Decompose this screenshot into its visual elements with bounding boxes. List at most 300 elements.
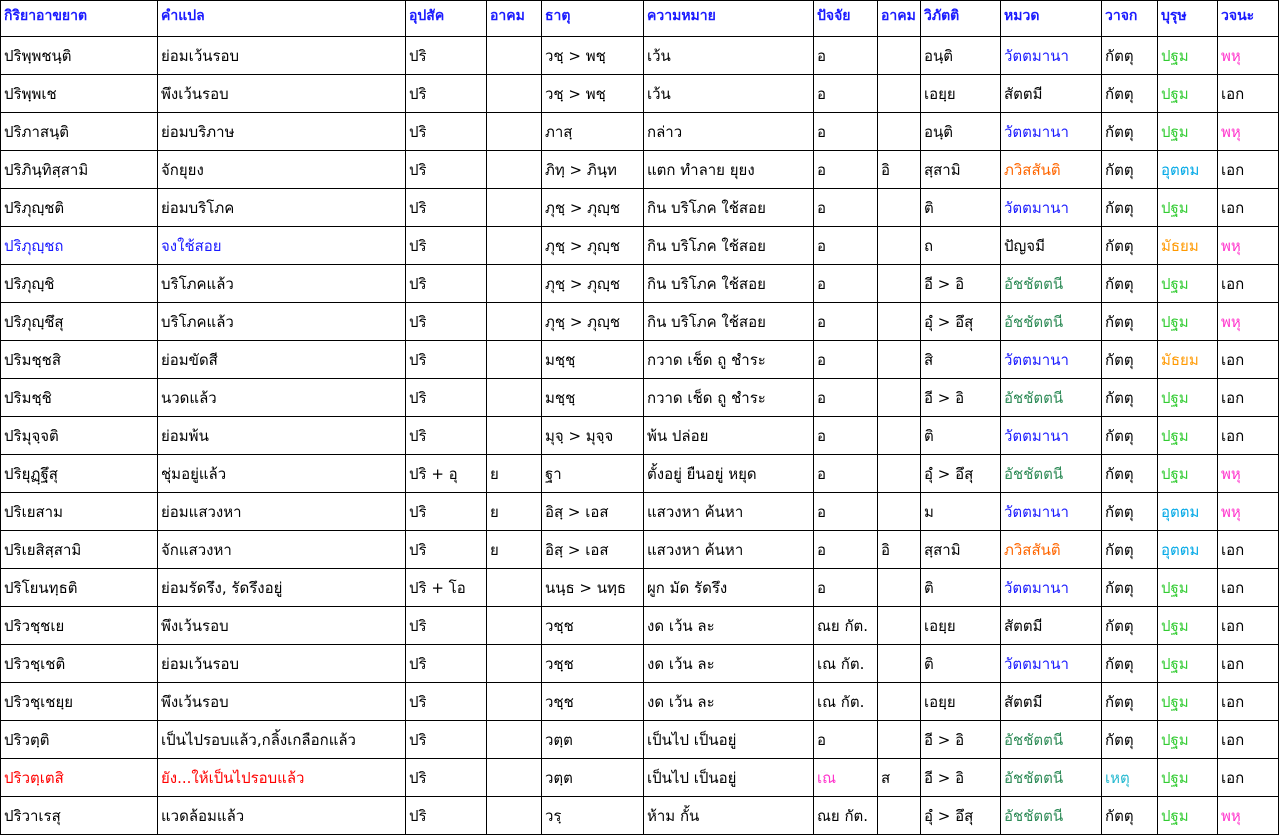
table-row <box>1 113 1279 151</box>
col-header-root: ธาตุ <box>542 1 644 37</box>
root-cell: วชฺช <box>542 645 644 683</box>
augment-2-cell <box>878 113 921 151</box>
translation-cell: นวดแล้ว <box>158 379 406 417</box>
suffix-cell: อ <box>814 569 878 607</box>
number-cell: พหุ <box>1218 37 1279 75</box>
table-row <box>1 303 1279 341</box>
root-cell: นนฺธ > นทฺธ <box>542 569 644 607</box>
tense-cell: อัชชัตตนี <box>1001 379 1102 417</box>
meaning-cell: เป็นไป เป็นอยู่ <box>644 759 814 797</box>
number-cell: เอก <box>1218 683 1279 721</box>
tense-cell: อัชชัตตนี <box>1001 265 1102 303</box>
root-cell: วตฺต <box>542 759 644 797</box>
voice-cell: กัตตุ <box>1102 797 1158 835</box>
translation-cell: ย่อมเว้นรอบ <box>158 645 406 683</box>
number-cell: เอก <box>1218 759 1279 797</box>
ending-cell: ติ <box>921 417 1001 455</box>
translation-cell: เป็นไปรอบแล้ว,กลิ้งเกลือกแล้ว <box>158 721 406 759</box>
voice-cell: กัตตุ <box>1102 227 1158 265</box>
voice-cell: กัตตุ <box>1102 303 1158 341</box>
voice-cell: กัตตุ <box>1102 341 1158 379</box>
number-cell: เอก <box>1218 569 1279 607</box>
translation-cell: ย่อมพ้น <box>158 417 406 455</box>
suffix-cell: อ <box>814 341 878 379</box>
col-header-augment-2: อาคม <box>878 1 921 37</box>
suffix-cell: ณย กัต. <box>814 607 878 645</box>
meaning-cell: แสวงหา ค้นหา <box>644 493 814 531</box>
table-body <box>1 37 1279 835</box>
number-cell: พหุ <box>1218 493 1279 531</box>
number-cell: เอก <box>1218 265 1279 303</box>
table-row <box>1 265 1279 303</box>
translation-cell: ย่อมบริภาษ <box>158 113 406 151</box>
root-cell: ภาสฺ <box>542 113 644 151</box>
prefix-cell: ปริ <box>406 75 487 113</box>
voice-cell: กัตตุ <box>1102 75 1158 113</box>
meaning-cell: ผูก มัด รัดรึง <box>644 569 814 607</box>
augment-cell <box>487 379 542 417</box>
person-cell: ปฐม <box>1158 759 1218 797</box>
tense-cell: อัชชัตตนี <box>1001 721 1102 759</box>
meaning-cell: กิน บริโภค ใช้สอย <box>644 189 814 227</box>
translation-cell: จักแสวงหา <box>158 531 406 569</box>
suffix-cell: เณ กัต. <box>814 645 878 683</box>
person-cell: ปฐม <box>1158 683 1218 721</box>
ending-cell: อนฺติ <box>921 113 1001 151</box>
verb-cell: ปริมุจฺจติ <box>1 417 158 455</box>
number-cell: เอก <box>1218 607 1279 645</box>
person-cell: ปฐม <box>1158 569 1218 607</box>
number-cell: เอก <box>1218 721 1279 759</box>
translation-cell: แวดล้อมแล้ว <box>158 797 406 835</box>
prefix-cell: ปริ <box>406 113 487 151</box>
meaning-cell: เป็นไป เป็นอยู่ <box>644 721 814 759</box>
prefix-cell: ปริ <box>406 493 487 531</box>
augment-2-cell: ส <box>878 759 921 797</box>
ending-cell: เอยฺย <box>921 607 1001 645</box>
voice-cell: กัตตุ <box>1102 493 1158 531</box>
ending-cell: ม <box>921 493 1001 531</box>
tense-cell: วัตตมานา <box>1001 37 1102 75</box>
person-cell: ปฐม <box>1158 721 1218 759</box>
suffix-cell: อ <box>814 75 878 113</box>
augment-2-cell <box>878 683 921 721</box>
suffix-cell: อ <box>814 531 878 569</box>
suffix-cell: อ <box>814 265 878 303</box>
ending-cell: ติ <box>921 569 1001 607</box>
augment-2-cell <box>878 569 921 607</box>
tense-cell: วัตตมานา <box>1001 645 1102 683</box>
translation-cell: ย่อมบริโภค <box>158 189 406 227</box>
translation-cell: ย่อมแสวงหา <box>158 493 406 531</box>
translation-cell: จักยุยง <box>158 151 406 189</box>
verb-cell: ปริพฺพเช <box>1 75 158 113</box>
prefix-cell: ปริ <box>406 417 487 455</box>
person-cell: ปฐม <box>1158 379 1218 417</box>
table-row <box>1 341 1279 379</box>
person-cell: ปฐม <box>1158 417 1218 455</box>
translation-cell: ย่อมเว้นรอบ <box>158 37 406 75</box>
augment-cell <box>487 645 542 683</box>
table-row <box>1 37 1279 75</box>
augment-cell: ย <box>487 531 542 569</box>
augment-2-cell <box>878 189 921 227</box>
meaning-cell: เว้น <box>644 75 814 113</box>
ending-cell: เอยฺย <box>921 683 1001 721</box>
verb-cell: ปริมชฺชสิ <box>1 341 158 379</box>
voice-cell: กัตตุ <box>1102 189 1158 227</box>
voice-cell: กัตตุ <box>1102 607 1158 645</box>
person-cell: ปฐม <box>1158 189 1218 227</box>
meaning-cell: แสวงหา ค้นหา <box>644 531 814 569</box>
table-row <box>1 455 1279 493</box>
ending-cell: สฺสามิ <box>921 151 1001 189</box>
meaning-cell: งด เว้น ละ <box>644 607 814 645</box>
root-cell: ภุชฺ > ภุญฺช <box>542 227 644 265</box>
person-cell: ปฐม <box>1158 455 1218 493</box>
translation-cell: ชุ่มอยู่แล้ว <box>158 455 406 493</box>
col-header-verb: กิริยาอาขยาต <box>1 1 158 37</box>
tense-cell: สัตตมี <box>1001 683 1102 721</box>
ending-cell: อนฺติ <box>921 37 1001 75</box>
tense-cell: วัตตมานา <box>1001 189 1102 227</box>
translation-cell: บริโภคแล้ว <box>158 303 406 341</box>
table-row <box>1 493 1279 531</box>
tense-cell: วัตตมานา <box>1001 569 1102 607</box>
prefix-cell: ปริ <box>406 379 487 417</box>
suffix-cell: อ <box>814 721 878 759</box>
col-header-number: วจนะ <box>1218 1 1279 37</box>
number-cell: เอก <box>1218 417 1279 455</box>
col-header-translation: คำแปล <box>158 1 406 37</box>
translation-cell: พึงเว้นรอบ <box>158 683 406 721</box>
voice-cell: กัตตุ <box>1102 37 1158 75</box>
augment-2-cell <box>878 417 921 455</box>
ending-cell: เอยฺย <box>921 75 1001 113</box>
col-header-prefix: อุปสัค <box>406 1 487 37</box>
augment-cell <box>487 341 542 379</box>
verb-cell: ปริภุญฺชติ <box>1 189 158 227</box>
augment-2-cell: อิ <box>878 531 921 569</box>
verb-cell: ปริวชฺเชยฺย <box>1 683 158 721</box>
augment-cell: ย <box>487 455 542 493</box>
person-cell: อุตตม <box>1158 493 1218 531</box>
person-cell: อุตตม <box>1158 151 1218 189</box>
suffix-cell: อ <box>814 37 878 75</box>
verb-cell: ปริมชฺชิ <box>1 379 158 417</box>
person-cell: ปฐม <box>1158 607 1218 645</box>
prefix-cell: ปริ + โอ <box>406 569 487 607</box>
prefix-cell: ปริ <box>406 797 487 835</box>
prefix-cell: ปริ <box>406 265 487 303</box>
verb-cell: ปริภาสนฺติ <box>1 113 158 151</box>
ending-cell: อี > อิ <box>921 265 1001 303</box>
tense-cell: ภวิสสันติ <box>1001 531 1102 569</box>
verb-cell: ปริภุญฺชถ <box>1 227 158 265</box>
root-cell: วชฺ > พชฺ <box>542 75 644 113</box>
meaning-cell: พ้น ปล่อย <box>644 417 814 455</box>
table-row <box>1 645 1279 683</box>
root-cell: มชฺชฺ <box>542 379 644 417</box>
suffix-cell: อ <box>814 303 878 341</box>
number-cell: พหุ <box>1218 455 1279 493</box>
meaning-cell: งด เว้น ละ <box>644 683 814 721</box>
suffix-cell: อ <box>814 379 878 417</box>
number-cell: เอก <box>1218 531 1279 569</box>
root-cell: อิสฺ > เอส <box>542 531 644 569</box>
augment-2-cell: อิ <box>878 151 921 189</box>
meaning-cell: กิน บริโภค ใช้สอย <box>644 265 814 303</box>
root-cell: ภิทฺ > ภินฺท <box>542 151 644 189</box>
augment-2-cell <box>878 493 921 531</box>
root-cell: วชฺช <box>542 683 644 721</box>
augment-2-cell <box>878 227 921 265</box>
voice-cell: เหตุ <box>1102 759 1158 797</box>
table-row <box>1 417 1279 455</box>
augment-cell <box>487 37 542 75</box>
meaning-cell: กวาด เช็ด ถู ชำระ <box>644 379 814 417</box>
suffix-cell: อ <box>814 227 878 265</box>
meaning-cell: เว้น <box>644 37 814 75</box>
meaning-cell: แตก ทำลาย ยุยง <box>644 151 814 189</box>
translation-cell: บริโภคแล้ว <box>158 265 406 303</box>
meaning-cell: กิน บริโภค ใช้สอย <box>644 303 814 341</box>
meaning-cell: งด เว้น ละ <box>644 645 814 683</box>
tense-cell: อัชชัตตนี <box>1001 455 1102 493</box>
meaning-cell: กิน บริโภค ใช้สอย <box>644 227 814 265</box>
ending-cell: อี > อิ <box>921 759 1001 797</box>
prefix-cell: ปริ <box>406 759 487 797</box>
voice-cell: กัตตุ <box>1102 417 1158 455</box>
prefix-cell: ปริ <box>406 645 487 683</box>
prefix-cell: ปริ + อุ <box>406 455 487 493</box>
meaning-cell: ห้าม กั้น <box>644 797 814 835</box>
augment-cell <box>487 797 542 835</box>
augment-2-cell <box>878 455 921 493</box>
augment-2-cell <box>878 645 921 683</box>
augment-cell <box>487 683 542 721</box>
table-row <box>1 151 1279 189</box>
ending-cell: อุํ > อึสุ <box>921 797 1001 835</box>
suffix-cell: อ <box>814 189 878 227</box>
col-header-tense: หมวด <box>1001 1 1102 37</box>
root-cell: วรฺ <box>542 797 644 835</box>
person-cell: ปฐม <box>1158 645 1218 683</box>
person-cell: มัธยม <box>1158 227 1218 265</box>
ending-cell: ติ <box>921 645 1001 683</box>
suffix-cell: เณ กัต. <box>814 683 878 721</box>
augment-cell <box>487 417 542 455</box>
ending-cell: ถ <box>921 227 1001 265</box>
table-row <box>1 75 1279 113</box>
table-row <box>1 683 1279 721</box>
tense-cell: ภวิสสันติ <box>1001 151 1102 189</box>
prefix-cell: ปริ <box>406 189 487 227</box>
voice-cell: กัตตุ <box>1102 569 1158 607</box>
number-cell: พหุ <box>1218 113 1279 151</box>
voice-cell: กัตตุ <box>1102 645 1158 683</box>
verb-cell: ปริวตฺเตสิ <box>1 759 158 797</box>
augment-2-cell <box>878 37 921 75</box>
tense-cell: อัชชัตตนี <box>1001 797 1102 835</box>
suffix-cell: อ <box>814 417 878 455</box>
augment-2-cell <box>878 721 921 759</box>
augment-cell <box>487 569 542 607</box>
augment-cell <box>487 721 542 759</box>
meaning-cell: กล่าว <box>644 113 814 151</box>
prefix-cell: ปริ <box>406 607 487 645</box>
number-cell: เอก <box>1218 151 1279 189</box>
prefix-cell: ปริ <box>406 151 487 189</box>
verb-cell: ปริวาเรสุ <box>1 797 158 835</box>
verb-cell: ปริภินฺทิสฺสามิ <box>1 151 158 189</box>
verb-cell: ปริยุฏฺฐึสุ <box>1 455 158 493</box>
table-row <box>1 721 1279 759</box>
root-cell: ภุชฺ > ภุญฺช <box>542 189 644 227</box>
voice-cell: กัตตุ <box>1102 113 1158 151</box>
meaning-cell: ตั้งอยู่ ยืนอยู่ หยุด <box>644 455 814 493</box>
verb-cell: ปริวตฺติ <box>1 721 158 759</box>
col-header-suffix: ปัจจัย <box>814 1 878 37</box>
verb-cell: ปริภุญฺชิ <box>1 265 158 303</box>
person-cell: ปฐม <box>1158 797 1218 835</box>
augment-2-cell <box>878 379 921 417</box>
augment-cell <box>487 265 542 303</box>
tense-cell: อัชชัตตนี <box>1001 303 1102 341</box>
augment-cell: ย <box>487 493 542 531</box>
ending-cell: อี > อิ <box>921 379 1001 417</box>
table-row <box>1 797 1279 835</box>
translation-cell: ย่อมรัดรึง, รัดรึงอยู่ <box>158 569 406 607</box>
tense-cell: ปัญจมี <box>1001 227 1102 265</box>
ending-cell: สิ <box>921 341 1001 379</box>
prefix-cell: ปริ <box>406 227 487 265</box>
root-cell: ภุชฺ > ภุญฺช <box>542 303 644 341</box>
number-cell: เอก <box>1218 189 1279 227</box>
voice-cell: กัตตุ <box>1102 721 1158 759</box>
tense-cell: วัตตมานา <box>1001 417 1102 455</box>
tense-cell: สัตตมี <box>1001 607 1102 645</box>
table-header-row <box>1 1 1279 37</box>
augment-2-cell <box>878 265 921 303</box>
augment-2-cell <box>878 341 921 379</box>
col-header-voice: วาจก <box>1102 1 1158 37</box>
tense-cell: วัตตมานา <box>1001 113 1102 151</box>
ending-cell: ติ <box>921 189 1001 227</box>
prefix-cell: ปริ <box>406 37 487 75</box>
suffix-cell: ณย กัต. <box>814 797 878 835</box>
number-cell: เอก <box>1218 341 1279 379</box>
root-cell: มชฺชฺ <box>542 341 644 379</box>
number-cell: พหุ <box>1218 227 1279 265</box>
root-cell: วชฺ > พชฺ <box>542 37 644 75</box>
table-row <box>1 569 1279 607</box>
ending-cell: สฺสามิ <box>921 531 1001 569</box>
augment-cell <box>487 759 542 797</box>
verb-cell: ปริวชฺชเย <box>1 607 158 645</box>
col-header-ending: วิภัตติ <box>921 1 1001 37</box>
translation-cell: ยัง...ให้เป็นไปรอบแล้ว <box>158 759 406 797</box>
col-header-augment: อาคม <box>487 1 542 37</box>
person-cell: ปฐม <box>1158 37 1218 75</box>
number-cell: พหุ <box>1218 303 1279 341</box>
number-cell: เอก <box>1218 379 1279 417</box>
number-cell: พหุ <box>1218 797 1279 835</box>
ending-cell: อุํ > อึสุ <box>921 303 1001 341</box>
person-cell: อุตตม <box>1158 531 1218 569</box>
augment-cell <box>487 607 542 645</box>
verb-cell: ปริวชฺเชติ <box>1 645 158 683</box>
suffix-cell: เณ <box>814 759 878 797</box>
prefix-cell: ปริ <box>406 303 487 341</box>
augment-cell <box>487 303 542 341</box>
suffix-cell: อ <box>814 151 878 189</box>
prefix-cell: ปริ <box>406 531 487 569</box>
col-header-meaning: ความหมาย <box>644 1 814 37</box>
person-cell: ปฐม <box>1158 303 1218 341</box>
voice-cell: กัตตุ <box>1102 379 1158 417</box>
root-cell: อิสฺ > เอส <box>542 493 644 531</box>
voice-cell: กัตตุ <box>1102 531 1158 569</box>
augment-2-cell <box>878 607 921 645</box>
root-cell: วตฺต <box>542 721 644 759</box>
prefix-cell: ปริ <box>406 341 487 379</box>
table-row <box>1 531 1279 569</box>
voice-cell: กัตตุ <box>1102 455 1158 493</box>
augment-cell <box>487 113 542 151</box>
root-cell: มุจฺ > มุจฺจ <box>542 417 644 455</box>
verb-cell: ปริโยนทฺธติ <box>1 569 158 607</box>
augment-2-cell <box>878 75 921 113</box>
augment-cell <box>487 227 542 265</box>
augment-cell <box>487 189 542 227</box>
augment-cell <box>487 151 542 189</box>
tense-cell: สัตตมี <box>1001 75 1102 113</box>
suffix-cell: อ <box>814 455 878 493</box>
person-cell: ปฐม <box>1158 265 1218 303</box>
meaning-cell: กวาด เช็ด ถู ชำระ <box>644 341 814 379</box>
person-cell: ปฐม <box>1158 75 1218 113</box>
verb-cell: ปริภุญฺชึสุ <box>1 303 158 341</box>
translation-cell: พึงเว้นรอบ <box>158 607 406 645</box>
verb-cell: ปริพฺพชนฺติ <box>1 37 158 75</box>
suffix-cell: อ <box>814 493 878 531</box>
table-row <box>1 379 1279 417</box>
tense-cell: วัตตมานา <box>1001 341 1102 379</box>
prefix-cell: ปริ <box>406 683 487 721</box>
suffix-cell: อ <box>814 113 878 151</box>
table-row <box>1 189 1279 227</box>
ending-cell: อี > อิ <box>921 721 1001 759</box>
translation-cell: จงใช้สอย <box>158 227 406 265</box>
table-row <box>1 227 1279 265</box>
number-cell: เอก <box>1218 75 1279 113</box>
table-row <box>1 607 1279 645</box>
prefix-cell: ปริ <box>406 721 487 759</box>
voice-cell: กัตตุ <box>1102 265 1158 303</box>
translation-cell: ย่อมขัดสี <box>158 341 406 379</box>
ending-cell: อุํ > อึสุ <box>921 455 1001 493</box>
translation-cell: พึงเว้นรอบ <box>158 75 406 113</box>
number-cell: เอก <box>1218 645 1279 683</box>
col-header-person: บุรุษ <box>1158 1 1218 37</box>
tense-cell: วัตตมานา <box>1001 493 1102 531</box>
verb-cell: ปริเยสิสฺสามิ <box>1 531 158 569</box>
augment-cell <box>487 75 542 113</box>
voice-cell: กัตตุ <box>1102 151 1158 189</box>
root-cell: ฐา <box>542 455 644 493</box>
tense-cell: อัชชัตตนี <box>1001 759 1102 797</box>
